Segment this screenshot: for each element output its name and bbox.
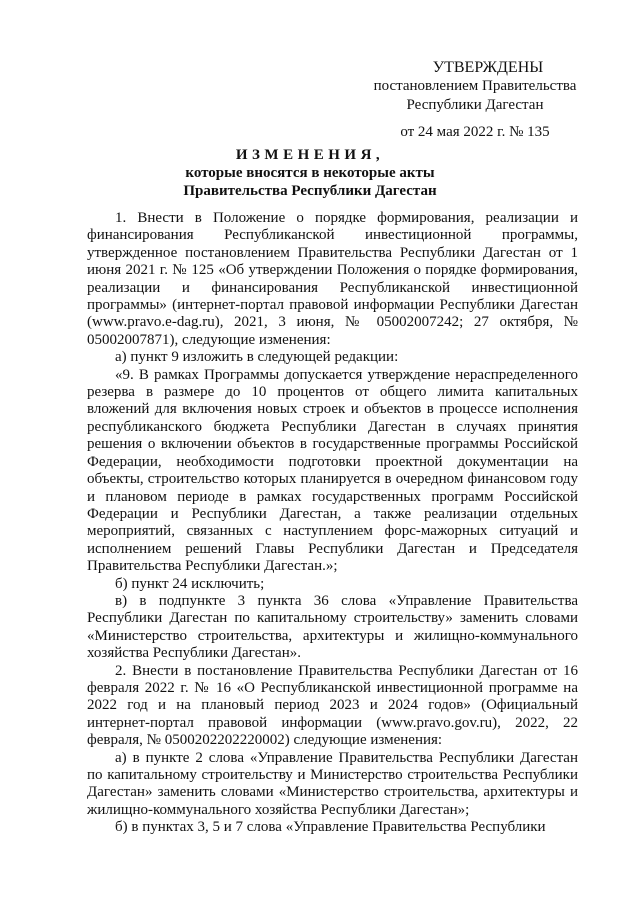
approval-date: от 24 мая 2022 г. № 135 [400,124,550,140]
heading-sub-2: Правительства Республики Дагестан [183,183,437,199]
approval-line-1: постановлением Правительства [373,78,577,94]
paragraph-1: 1. Внести в Положение о порядке формирования, реализации и финансирования Республиканской инвестиционной программы, утвержденное постановлением Правительства Республики Дагестан от 1 июня 2021 г. № 125 «Об утверждении Положения о порядке формирования, реализации и финансирования Республиканской инвестиционной программы» (интернет-портал правовой информации Республики Дагестан (www.pravo.e-dag.ru), 2021, 3 июня, № 05002007242; 27 октября, № 05002007871), следующие изменения: [87,210,578,348]
document-body [87,210,578,837]
paragraph-8: б) в пунктах 3, 5 и 7 слова «Управление Правительства Республики [115,819,546,836]
heading-sub-1: которые вносятся в некоторые акты [185,165,435,181]
document-heading [100,146,520,200]
paragraph-2: а) пункт 9 изложить в следующей редакции: [115,349,399,366]
heading-main: ИЗМЕНЕНИЯ, [235,147,385,163]
paragraph-7: а) в пункте 2 слова «Управление Правительства Республики Дагестан по капитальному строительству и Министерство строительства Республики Дагестан» заменить словами «Министерство строительства, архитектуры и жилищно-коммунального хозяйства Республики Дагестан»; [87,749,578,818]
paragraph-6: 2. Внести в постановление Правительства Республики Дагестан от 16 февраля 2022 г. № 16 «О Республиканской инвестиционной программе на 2022 год и на плановый период 2023 и 2024 годов» (Официальный интернет-портал правовой информации (www.pravo.gov.ru), 2022, 22 февраля, № 0500202202220002) следующие изменения: [87,662,578,749]
paragraph-4: б) пункт 24 исключить; [115,575,265,592]
paragraph-3: «9. В рамках Программы допускается утверждение нераспределенного резерва в размере до 10 процентов от общего лимита капитальных вложений для включения новых строек и объектов в процессе исполнения республиканского бюджета Республики Дагестан в случаях принятия решения о включении объектов в государственные программы Российской Федерации, необходимости подготовки проектной документации на объекты, строительство которых планируется в очередном финансовом году и плановом периоде в рамках государственных программ Российской Федерации и Республики Дагестан, а также реализации отдельных мероприятий, связанных с наступлением форс-мажорных ситуаций и исполнением решений Главы Республики Дагестан и Председателя Правительства Республики Дагестан.»; [87,366,578,575]
paragraph-5: в) в подпункте 3 пункта 36 слова «Управление Правительства Республики Дагестан по капитальному строительству» заменить словами «Министерство строительства, архитектуры и жилищно-коммунального хозяйства Республики Дагестан». [87,592,578,662]
approval-line-2: Республики Дагестан [406,97,544,113]
approval-block [360,58,590,142]
approval-title: УТВЕРЖДЕНЫ [432,59,544,76]
